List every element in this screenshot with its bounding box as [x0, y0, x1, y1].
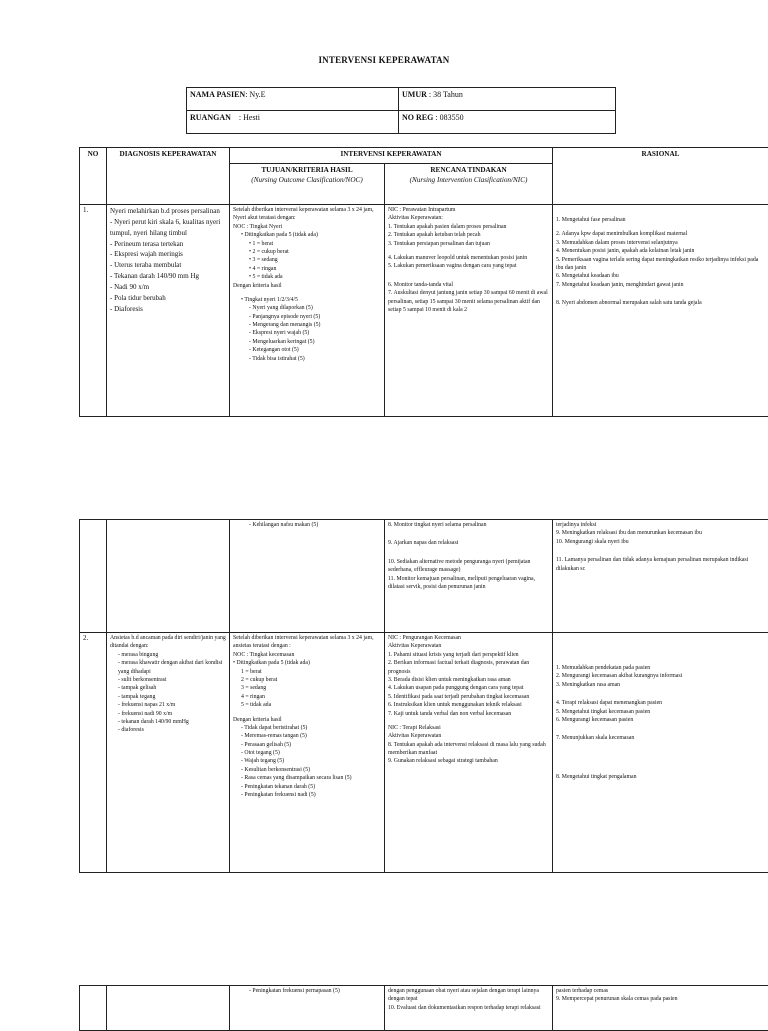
header-rencana-sub: Nursing Intervention Clasification/NIC [412, 176, 525, 184]
row2-noc-line: 5 = tidak ada [233, 701, 381, 709]
row2-noc-line: - Kesulitan berkonsentrasi (5) [233, 766, 381, 774]
row1-nic-line: 3. Tentukan persiapan persalinan dan tujuan [388, 240, 549, 248]
row1-noc-line: NOC : Tingkat Nyeri [233, 223, 381, 231]
row2-noc [230, 633, 385, 873]
p3-nic-line: 10. Evaluasi dan dokumentasikan respon terhadap terapi relaksasi [388, 1004, 549, 1012]
row1-nic [385, 205, 553, 417]
cont-nic [385, 520, 553, 633]
row2-noc-line: 4 = ringan [233, 693, 381, 701]
row1-diagnosis-line: - Pola tidur berubah [110, 293, 226, 304]
cont-nic-line: 9. Ajarkan napas dan relaksasi [388, 539, 549, 547]
patient-age-label: UMUR [402, 90, 427, 99]
patient-age-value: : 38 Tahun [429, 90, 463, 99]
header-rasional: RASIONAL [553, 148, 768, 205]
row2-nic-line: 6. Instruksikan klien untuk menggunakan teknik relaksasi [388, 701, 549, 709]
row2-noc-line: - Otot tegang (5) [233, 749, 381, 757]
p3-nic-line: dengan penggunaan obat nyeri atau sejalan dengan terapi lainnya dengan tepat [388, 987, 549, 1004]
row2-noc-line: 1 = berat [233, 668, 381, 676]
row1-noc-line: - Mengerang dan menangis (5) [233, 321, 381, 329]
row1-noc-line: • 4 = ringan [233, 265, 381, 273]
row2-rasional-line: 1. Memudahkan pendekatan pada pasien [556, 664, 765, 672]
row2-diagnosis-line: Ansietas b.d ancaman pada diri sendiri/janin yang ditandai dengan: [110, 634, 226, 651]
row2-diagnosis-line: - sulit berkonsentrasi [110, 676, 226, 684]
row2-nic-line: NIC : Pengurangan Kecemasan [388, 634, 549, 642]
intervention-table-continued [79, 519, 768, 873]
row1-nic-line: 5. Lakukan pemeriksaan vagina dengan cara yang tepat [388, 262, 549, 270]
reg-value: : 083550 [435, 113, 463, 122]
row1-rasional-line: 6. Mengetahui keadaan ibu [556, 272, 765, 280]
row2-rasional-line: 8. Mengetahui tingkat pengalaman [556, 773, 765, 781]
row1-noc-line: • 2 = cukup berat [233, 248, 381, 256]
row1-diagnosis-line: - Uterus teraba membulat [110, 260, 226, 271]
room-cell [187, 111, 399, 134]
row2-noc-line: - Peningkatan tekanan darah (5) [233, 783, 381, 791]
row1-noc-line: - Tidak bisa istirahat (5) [233, 355, 381, 363]
patient-name-label: NAMA PASIEN [190, 90, 245, 99]
cont-noc [230, 520, 385, 633]
row1-noc-line: • Ditingkatkan pada 5 (tidak ada) [233, 231, 381, 239]
row2-rasional [553, 633, 768, 873]
row1-noc-line: Dengan kriteria hasil [233, 282, 381, 290]
row2-noc-line: - Rasa cemas yang disampaikan secara lisan (5) [233, 774, 381, 782]
row2-noc-line: NOC : Tingkat kecemasan [233, 651, 381, 659]
intervention-table-page3 [79, 985, 768, 1031]
row2-noc-line: Setelah diberikan intervensi keperawatan selama 3 x 24 jam, ansietas teratasi dengan : [233, 634, 381, 651]
row1-diagnosis-line: - Perineum terasa tertekan [110, 239, 226, 250]
row2-diagnosis [107, 633, 230, 873]
row2-noc-line: - Wajah tegang (5) [233, 757, 381, 765]
header-rencana-label: RENCANA TINDAKAN [430, 166, 506, 174]
row1-nic-line: 6. Monitor tanda-tanda vital [388, 281, 549, 289]
cont-rasional-line: 9. Meningkatkan relaksasi ibu dan menurunkan kecemasan ibu [556, 529, 765, 537]
row1-diagnosis-line: - Diaforesis [110, 304, 226, 315]
row2-noc-line: - Perasaan gelisah (5) [233, 741, 381, 749]
header-intervensi: INTERVENSI KEPERAWATAN [230, 148, 553, 164]
row1-noc-line: - Nyeri yang dilaporkan (5) [233, 304, 381, 312]
row2-diagnosis-line: - tampak gelisah [110, 684, 226, 692]
row1-noc [230, 205, 385, 417]
row2-nic-line: 8. Tentukan apakah ada intervensi relaksasi di masa lalu yang sudah memberikan manfaat [388, 741, 549, 758]
row2-nic-line: Aktivitas Keperawatan [388, 642, 549, 650]
row1-rasional-line: 7. Mengetahui keadaan janin, menghindari gawat janin [556, 281, 765, 289]
row2-diagnosis-line: - diaforesis [110, 726, 226, 734]
row1-noc-line: - Ekspresi nyeri wajah (5) [233, 329, 381, 337]
row2-diagnosis-line: - frekuensi nadi 90 x/m [110, 710, 226, 718]
cont-no-empty [80, 520, 107, 633]
row1-nic-line: 2. Tentukan apakah ketuban telah pecah [388, 231, 549, 239]
row1-rasional-line: 4. Menentukan posisi janin, apakah ada kelainan letak janin [556, 247, 765, 255]
row1-rasional-line: 1. Mengetahui fase persalinan [556, 216, 765, 224]
row1-noc-line: - Ketegangan otot (5) [233, 346, 381, 354]
row2-diagnosis-line: - merasa khawatir dengan akibat dari kondisi yang dihadapi [110, 659, 226, 676]
cont-nic-line: 10. Sediakan alternative metode penguranga nyeri (pemijatan sederhana, effleurage massage) [388, 558, 549, 575]
row1-noc-line: Setelah diberikan intervensi keperawatan selama 3 x 24 jam, Nyeri akut teratasi dengan: [233, 206, 381, 223]
room-label: RUANGAN [190, 113, 231, 122]
row1-diagnosis-line: Nyeri melahirkan b.d proses persalinan [110, 206, 226, 217]
row2-noc-line: - Tidak dapat beristirahat (5) [233, 724, 381, 732]
row1-noc-line: • 1 = berat [233, 240, 381, 248]
row1-noc-line: - Panjangnya episode nyeri (5) [233, 313, 381, 321]
row2-noc-line: - Meremas-remas tangan (5) [233, 732, 381, 740]
row2-rasional-line: 4. Terapi relaksasi dapat menenangkan pasien [556, 699, 765, 707]
page-title: INTERVENSI KEPERAWATAN [0, 55, 768, 65]
row2-rasional-line: 7. Menunjukkan skala kecemasan [556, 734, 765, 742]
cont-rasional [553, 520, 768, 633]
row2-noc-line: - Peningkatan frekuensi nadi (5) [233, 791, 381, 799]
row1-nic-line: 4. Lakukan manuver leopold untuk menentukan posisi janin [388, 254, 549, 262]
row2-diagnosis-line: - frekuensi napas 21 x/m [110, 701, 226, 709]
cont-nic-line: 11. Monitor kemajuan persalinan, meliputi pengeluaran vagina, dilatasi servik, posisi dan penurunan janin [388, 575, 549, 592]
cont-rasional-line: 10. Mengurangi skala nyeri ibu [556, 538, 765, 546]
patient-name-value: : Ny.E [245, 90, 265, 99]
row2-nic-line: 3. Berada disisi klien untuk meningkatkan rasa aman [388, 676, 549, 684]
row1-noc-line: • 3 = sedang [233, 256, 381, 264]
row2-noc-line: 2 = cukup berat [233, 676, 381, 684]
cont-diagnosis-empty [107, 520, 230, 633]
row2-nic-line: 2. Berikan informasi factual terkait diagnosis, perawatan dan prognosis [388, 659, 549, 676]
row1-rasional [553, 205, 768, 417]
cont-rasional-line: 11. Lamanya persalinan dan tidak adanya kemajuan persalinan merupakan indikasi dilakukan sc [556, 556, 765, 573]
row2-nic-line: 4. Lakukan usapan pada punggung dengan cara yang tepat [388, 684, 549, 692]
row1-nic-line: NIC : Perawatan Intrapartum [388, 206, 549, 214]
row2-nic-line: NIC : Terapi Relaksasi [388, 724, 549, 732]
row1-rasional-line: 2. Adanya kpw dapat menimbulkan komplikasi maternal [556, 230, 765, 238]
header-no: NO [80, 148, 107, 205]
header-tujuan-sub: Nursing Outcome Clasification/NOC [254, 176, 361, 184]
row1-rasional-line: 5. Pemeriksaan vagina terlalu sering dapat meningkatkan resiko terjadinya infeksi pada ibu dan janin [556, 256, 765, 273]
header-tujuan: TUJUAN/KRITERIA HASIL (Nursing Outcome Clasification/NOC) [230, 164, 385, 205]
row2-noc-line: Dengan kriteria hasil [233, 716, 381, 724]
cont-noc-line: - Kehilangan nafsu makan (5) [233, 521, 381, 529]
row1-diagnosis-line: - Ekspresi wajah meringis [110, 249, 226, 260]
row2-diagnosis-line: - tampak tegang [110, 693, 226, 701]
cont-nic-line: 8. Monitor tingkat nyeri selama persalinan [388, 521, 549, 529]
row1-nic-line: 7. Auskultasi denyut jantung janin setiap 30 sampai 60 menit di awal persalinan, setiap 15 sampai 30 menit selama persalinan aktif dan setiap 5 sampai 10 menit di kala 2 [388, 289, 549, 314]
header-tujuan-label: TUJUAN/KRITERIA HASIL [261, 166, 352, 174]
row2-no: 2. [80, 633, 107, 873]
row2-rasional-line: 5. Mengetahui tingkat kecemasan pasien [556, 708, 765, 716]
row2-diagnosis-line: - merasa bingung [110, 651, 226, 659]
row1-no: 1. [80, 205, 107, 417]
row1-noc-line: - Mengeluarkan keringat (5) [233, 338, 381, 346]
row1-noc-line: • Tingkat nyeri 1/2/3/4/5 [233, 296, 381, 304]
reg-label: NO REG [402, 113, 433, 122]
row2-nic-line: 9. Gunakan relaksasi sebagai strategi tambahan [388, 757, 549, 765]
header-diagnosis: DIAGNOSIS KEPERAWATAN [107, 148, 230, 205]
row2-rasional-line: 2. Mengurangi kecemasan akibat kurangnya informasi [556, 672, 765, 680]
row2-nic-line: Aktivitas Keperawatan [388, 732, 549, 740]
row2-nic-line: 5. Identifikasi pada saat terjadi perubahan tingkat kecemasan [388, 693, 549, 701]
row2-rasional-line: 6. Mengurangi kecemasan pasien [556, 716, 765, 724]
header-rencana: RENCANA TINDAKAN (Nursing Intervention Clasification/NIC) [385, 164, 553, 205]
row1-diagnosis-line: - Nadi 90 x/m [110, 282, 226, 293]
row2-nic [385, 633, 553, 873]
row2-nic-line: 1. Pahami situasi krisis yang terjadi dari perspektif klien [388, 651, 549, 659]
row1-nic-line: 1. Tentukan apakah pasien dalam proses persalinan [388, 223, 549, 231]
row1-noc-line: • 5 = tidak ada [233, 273, 381, 281]
row1-diagnosis [107, 205, 230, 417]
patient-age-cell [399, 88, 616, 111]
row1-diagnosis-line: - Tekanan darah 140/90 mm Hg [110, 271, 226, 282]
p3-rasional-line: pasien terhadap cemas [556, 987, 765, 995]
p3-rasional-line: 9. Mempercepat penurunan skala cemas pada pasien [556, 995, 765, 1003]
row1-rasional-line: 3. Memudahkan dalam proses intervensi selanjutnya [556, 239, 765, 247]
intervention-table [79, 147, 768, 417]
row1-diagnosis-line: - Nyeri perut kiri skala 6, kualitas nyeri tumpul, nyeri hilang timbul [110, 217, 226, 239]
cont-rasional-line: terjadinya infeksi [556, 521, 765, 529]
p3-noc-line: - Peningkatan frekuensi pernapasan (5) [233, 987, 381, 995]
row2-rasional-line: 3. Meningkatkan rasa aman [556, 681, 765, 689]
row1-nic-line: Aktivitas Keperawatan: [388, 214, 549, 222]
patient-name-cell [187, 88, 399, 111]
patient-info-table [186, 87, 616, 134]
row2-noc-line: • Ditingkatkan pada 5 (tidak ada) [233, 659, 381, 667]
row2-noc-line: 3 = sedang [233, 684, 381, 692]
row1-rasional-line: 8. Nyeri abdomen abnormal merupakan salah satu tanda gejala [556, 299, 765, 307]
reg-cell [399, 111, 616, 134]
row2-nic-line: 7. Kaji untuk tanda verbal dan non verbal kecemasan [388, 710, 549, 718]
room-value: : Hesti [239, 113, 260, 122]
row2-diagnosis-line: - tekanan darah 140/90 mmHg [110, 718, 226, 726]
